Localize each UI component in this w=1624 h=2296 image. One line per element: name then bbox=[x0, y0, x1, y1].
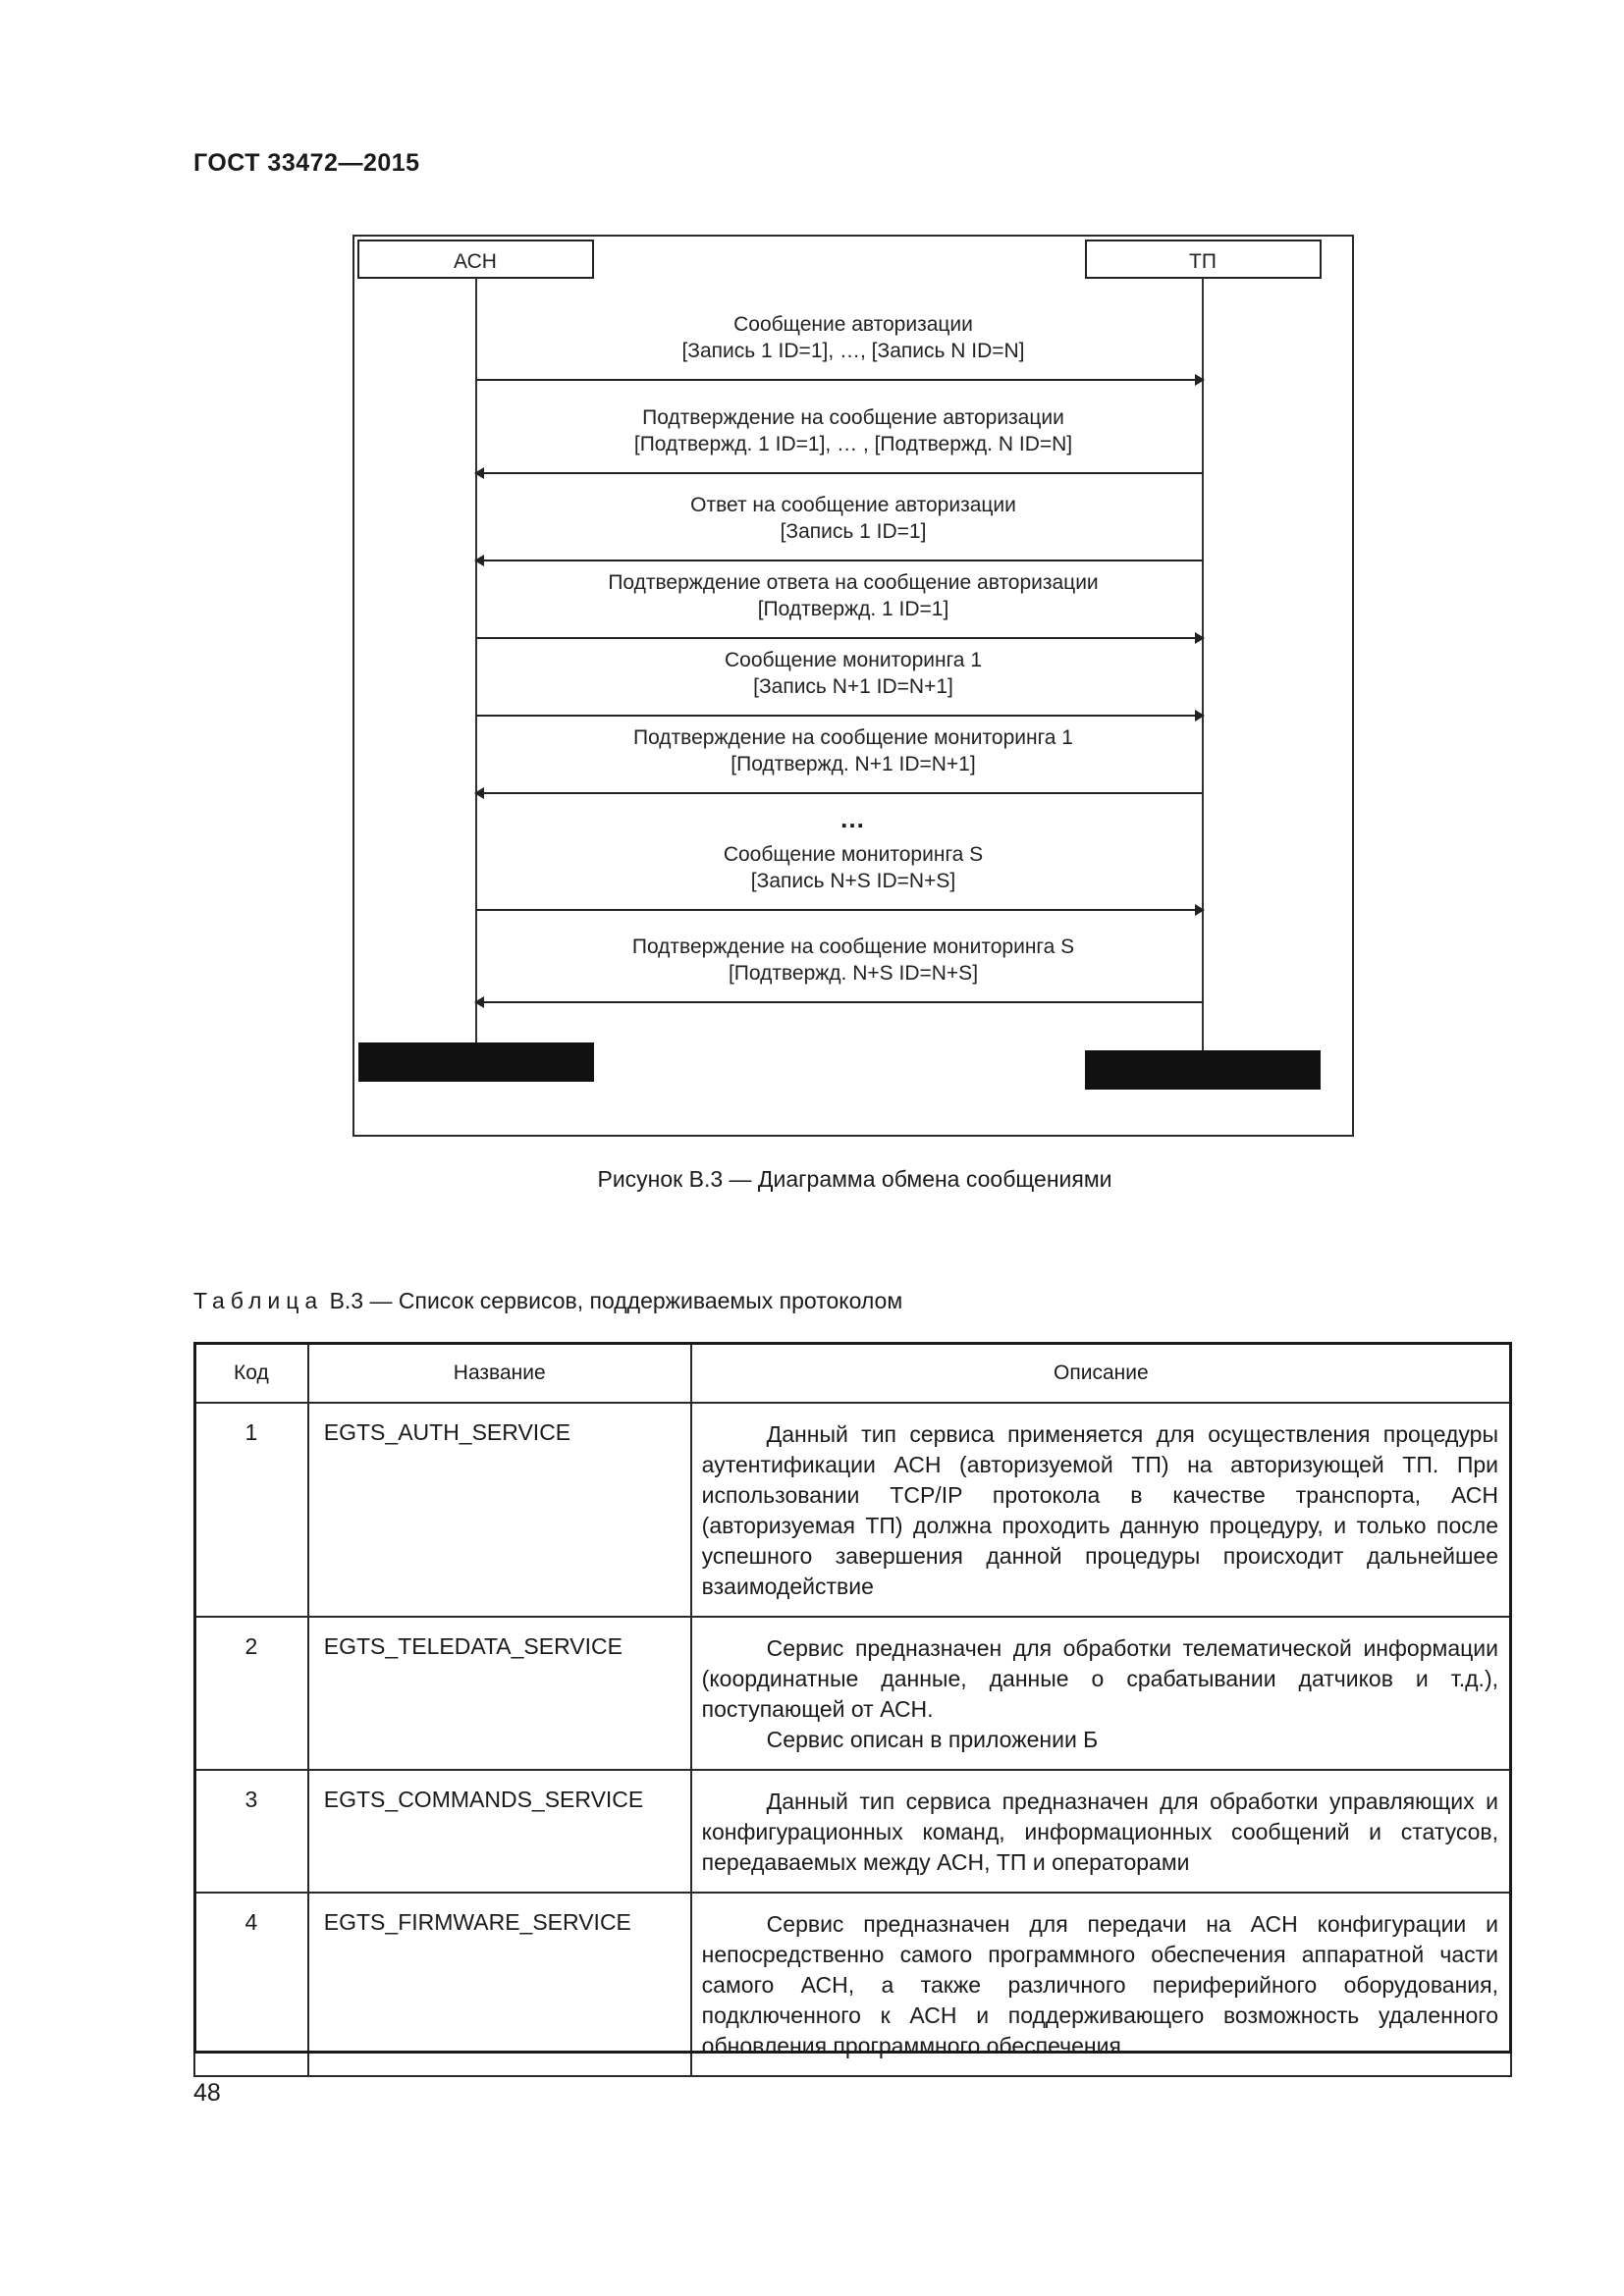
message-label-6: Подтверждение на сообщение мониторинга 1 [Подтвержд. N+1 ID=N+1] bbox=[633, 726, 1073, 775]
arrow-8 bbox=[474, 996, 1203, 1008]
document-id-header: ГОСТ 33472—2015 bbox=[193, 149, 420, 177]
row-description: Данный тип сервиса предназначен для обработки управляющих и конфигурационных команд, информационных сообщений и статусов, передаваемых между АСН, ТП и операторами bbox=[691, 1770, 1511, 1893]
arrow-2 bbox=[474, 467, 1203, 479]
message-label-2: Подтверждение на сообщение авторизации [Подтвержд. 1 ID=1], … , [Подтвержд. N ID=N] bbox=[633, 406, 1073, 455]
arrow-4 bbox=[476, 632, 1205, 644]
lifeline-end-ash bbox=[358, 1042, 594, 1082]
row-name: EGTS_TELEDATA_SERVICE bbox=[308, 1617, 691, 1770]
row-code: 4 bbox=[194, 1893, 308, 2076]
figure-caption: Рисунок В.3 — Диаграмма обмена сообщениями bbox=[597, 1166, 1112, 1192]
message-label-5: Сообщение мониторинга 1 [Запись N+1 ID=N+1] bbox=[724, 649, 983, 698]
table-label: Таблица bbox=[193, 1288, 324, 1313]
table-title bbox=[193, 1288, 902, 1314]
row-name: EGTS_AUTH_SERVICE bbox=[308, 1403, 691, 1617]
message-label-7: Сообщение мониторинга S [Запись N+S ID=N+S] bbox=[723, 843, 984, 892]
header-code: Код bbox=[194, 1343, 308, 1403]
ellipsis: … bbox=[839, 804, 867, 833]
arrow-7 bbox=[476, 904, 1205, 916]
row-name: EGTS_COMMANDS_SERVICE bbox=[308, 1770, 691, 1893]
table-row bbox=[194, 1617, 1511, 1770]
row-code: 1 bbox=[194, 1403, 308, 1617]
row-description-text: Сервис предназначен для обработки телематической информации (координатные данные, данные о срабатывании датчиков и т.д.), поступающей от АСН. bbox=[701, 1635, 1498, 1722]
arrow-6 bbox=[474, 787, 1203, 799]
header-name: Название bbox=[308, 1343, 691, 1403]
row-description bbox=[691, 1617, 1511, 1770]
table-header-row bbox=[194, 1343, 1511, 1403]
arrow-1 bbox=[476, 374, 1205, 386]
row-description: Сервис предназначен для передачи на АСН конфигурации и непосредственно самого программного обеспечения аппаратной части самого АСН, а также различного периферийного оборудования, подключенного к АСН и поддерживающего возможность удаленного обновления программного обеспечения bbox=[691, 1893, 1511, 2076]
table-row bbox=[194, 1893, 1511, 2076]
participant-label-ash: АСН bbox=[454, 250, 497, 273]
table-row bbox=[194, 1770, 1511, 1893]
row-code: 3 bbox=[194, 1770, 308, 1893]
message-label-8: Подтверждение на сообщение мониторинга S [Подтвержд. N+S ID=N+S] bbox=[631, 935, 1075, 985]
message-label-4: Подтверждение ответа на сообщение авторизации [Подтвержд. 1 ID=1] bbox=[608, 571, 1099, 620]
arrow-5 bbox=[476, 710, 1205, 721]
table-row bbox=[194, 1403, 1511, 1617]
services-table bbox=[193, 1342, 1512, 2077]
message-label-1: Сообщение авторизации [Запись 1 ID=1], …, [Запись N ID=N] bbox=[681, 313, 1025, 362]
header-description: Описание bbox=[691, 1343, 1511, 1403]
table-title-text: В.3 — Список сервисов, поддерживаемых протоколом bbox=[329, 1288, 903, 1313]
sequence-diagram bbox=[352, 235, 1354, 1137]
page-number: 48 bbox=[193, 2079, 221, 2107]
row-description: Данный тип сервиса применяется для осуществления процедуры аутентификации АСН (авторизуемой ТП) на авторизующей ТП. При использовании TCP/IP протокола в качестве транспорта, АСН (авторизуемая ТП) должна проходить данную процедуру, и только после успешного завершения данной процедуры происходит дальнейшее взаимодействие bbox=[691, 1403, 1511, 1617]
lifeline-end-tp bbox=[1085, 1050, 1321, 1090]
row-code: 2 bbox=[194, 1617, 308, 1770]
row-name: EGTS_FIRMWARE_SERVICE bbox=[308, 1893, 691, 2076]
message-label-3: Ответ на сообщение авторизации [Запись 1 ID=1] bbox=[690, 494, 1016, 543]
participant-label-tp: ТП bbox=[1189, 250, 1217, 273]
row-description-extra: Сервис описан в приложении Б bbox=[766, 1727, 1099, 1752]
arrow-3 bbox=[474, 555, 1203, 566]
